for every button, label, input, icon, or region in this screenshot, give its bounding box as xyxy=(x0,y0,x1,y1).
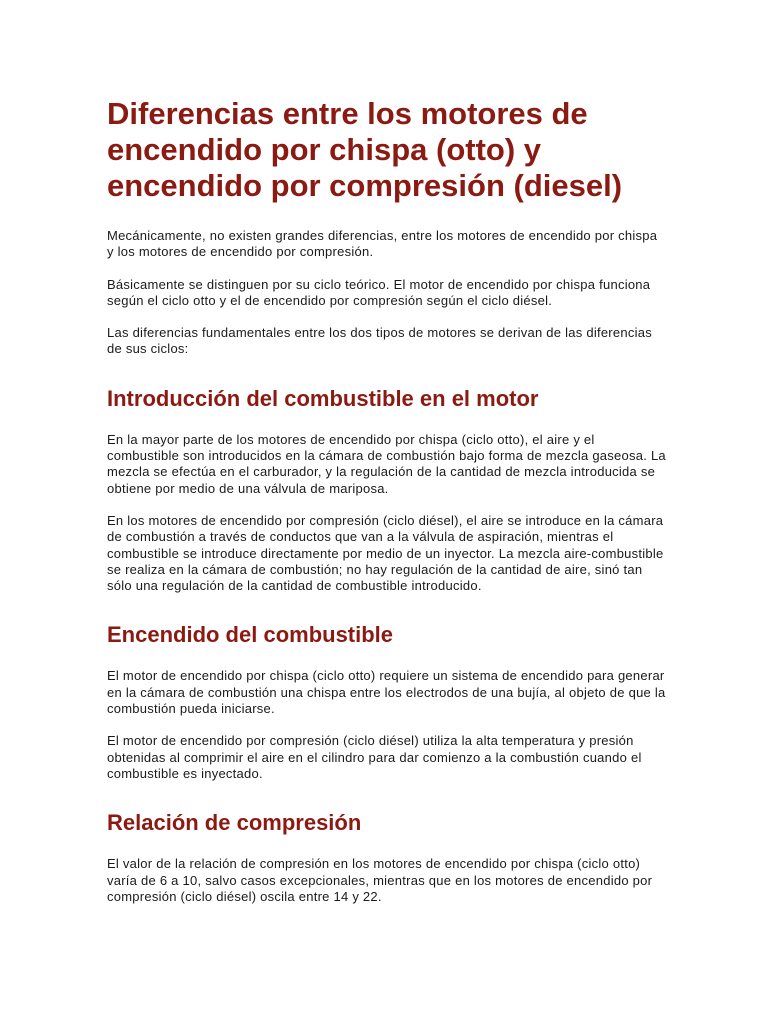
intro-paragraph-3: Las diferencias fundamentales entre los dos tipos de motores se derivan de las diferencias de sus ciclos: xyxy=(107,325,652,357)
section-1-paragraph-1: En la mayor parte de los motores de encendido por chispa (ciclo otto), el aire y el combustible son introducidos en la cámara de combustión bajo forma de mezcla gaseosa. La mezcla se efectúa en el carburador, y la regulación de la cantidad de mezcla introducida se obtiene por medio de una válvula de mariposa. xyxy=(107,431,666,496)
intro-paragraph-2: Básicamente se distinguen por su ciclo teórico. El motor de encendido por chispa funciona según el ciclo otto y el de encendido por compresión según el ciclo diésel. xyxy=(107,276,651,308)
section-1-paragraph-2: En los motores de encendido por compresión (ciclo diésel), el aire se introduce en la cámara de combustión a través de conductos que van a la válvula de aspiración, mientras el combustible se introduce directamente por medio de un inyector. La mezcla aire-combustible se realiza en la cámara de combustión; no hay regulación de la cantidad de aire, sinó tan sólo una regulación de la cantidad de combustible introducido. xyxy=(107,512,664,594)
section-heading-fuel-introduction: Introducción del combustible en el motor xyxy=(107,385,539,411)
document-title: Diferencias entre los motores de encendido por chispa (otto) y encendido por compresión (diesel) xyxy=(107,96,623,203)
section-2-paragraph-1: El motor de encendido por chispa (ciclo otto) requiere un sistema de encendido para generar en la cámara de combustión una chispa entre los electrodos de una bujía, al objeto de que la combustión pueda iniciarse. xyxy=(107,668,666,717)
document-page xyxy=(107,0,667,905)
section-heading-fuel-ignition: Encendido del combustible xyxy=(107,622,394,648)
intro-paragraph-1: Mecánicamente, no existen grandes diferencias, entre los motores de encendido por chispa y los motores de encendido por compresión. xyxy=(107,228,658,260)
section-heading-compression-ratio: Relación de compresión xyxy=(107,810,362,836)
section-2-paragraph-2: El motor de encendido por compresión (ciclo diésel) utiliza la alta temperatura y presión obtenidas al comprimir el aire en el cilindro para dar comienzo a la combustión cuando el combustible es inyectado. xyxy=(107,733,642,781)
section-3-paragraph-1: El valor de la relación de compresión en los motores de encendido por chispa (ciclo otto) varía de 6 a 10, salvo casos excepcionales, mientras que en los motores de encendido por compresión (ciclo diésel) oscila entre 14 y 22. xyxy=(107,856,653,904)
